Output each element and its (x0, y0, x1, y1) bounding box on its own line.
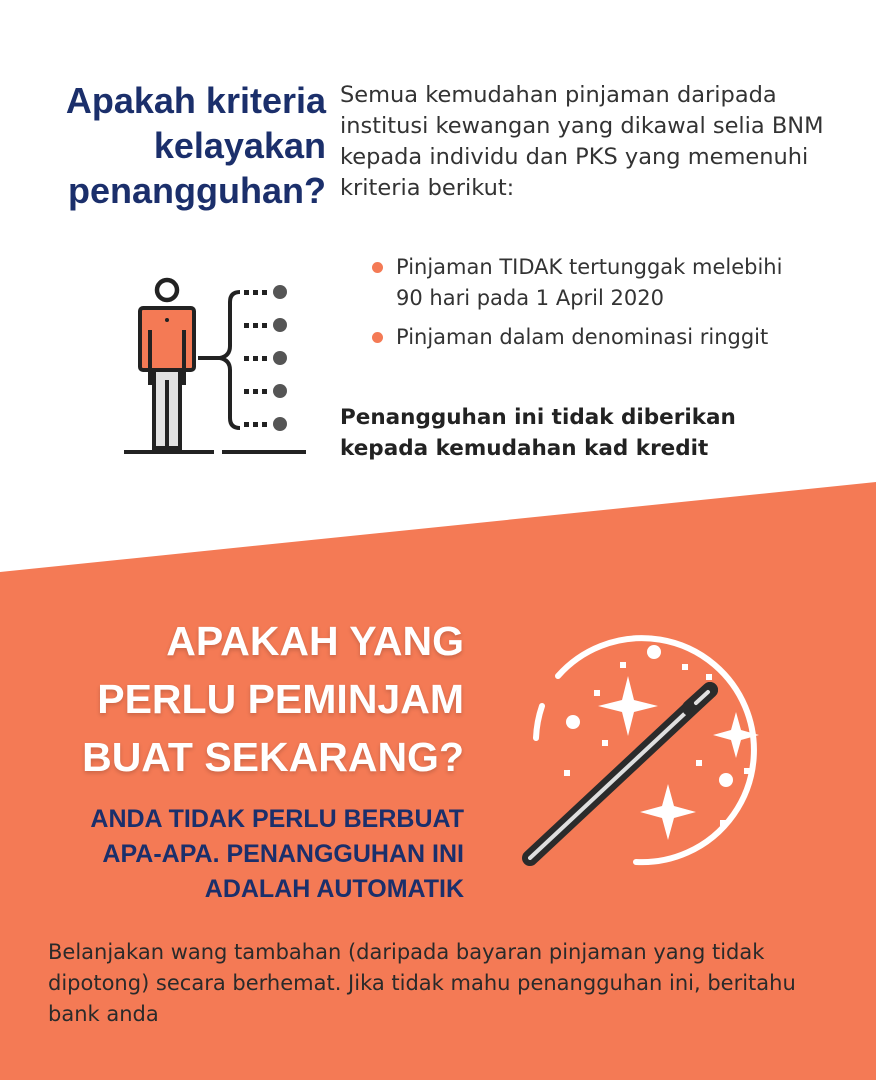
eligibility-intro: Semua kemudahan pinjaman daripada institusi kewangan yang dikawal selia BNM kepada individu dan PKS yang memenuhi kriteria berikut: (340, 82, 824, 201)
action-question (40, 612, 464, 786)
question-line-1: Apakah kriteria (65, 80, 326, 121)
person-criteria-icon (120, 270, 320, 460)
spending-advice: Belanjakan wang tambahan (daripada bayaran pinjaman yang tidak dipotong) secara berhemat. Jika tidak mahu penangguhan ini, beritahu bank anda (48, 940, 796, 1026)
action-question-line-2: PERLU PEMINJAM (97, 676, 464, 722)
question-line-3: penangguhan? (68, 170, 326, 211)
action-question-line-3: BUAT SEKARANG? (82, 734, 464, 780)
action-question-line-1: APAKAH YANG (166, 618, 464, 664)
question-line-2: kelayakan (153, 125, 326, 166)
criteria-item: Pinjaman TIDAK tertunggak melebihi 90 hari pada 1 April 2020 (372, 252, 812, 314)
action-answer (40, 802, 464, 907)
bullet-icon (372, 262, 383, 273)
credit-card-note: Penangguhan ini tidak diberikan kepada kemudahan kad kredit (340, 405, 736, 461)
bullet-icon (372, 332, 383, 343)
answer-line-3: ADALAH AUTOMATIK (204, 875, 464, 903)
answer-line-2: APA-APA. PENANGGUHAN INI (102, 840, 464, 868)
criteria-item: Pinjaman dalam denominasi ringgit (372, 322, 812, 353)
criteria-list (372, 252, 812, 361)
answer-line-1: ANDA TIDAK PERLU BERBUAT (90, 805, 464, 833)
eligibility-question (20, 78, 326, 213)
magic-wand-icon (518, 628, 778, 888)
